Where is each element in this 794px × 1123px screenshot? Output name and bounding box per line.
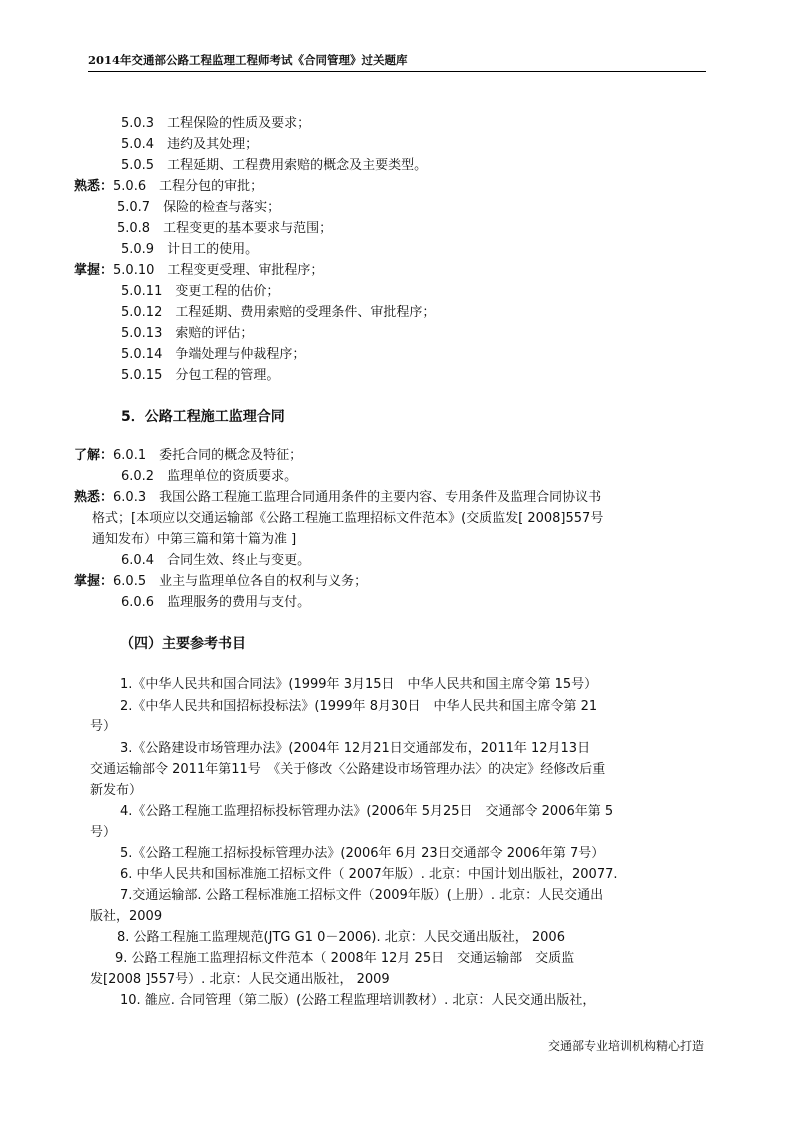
- list-item: 熟悉：5.0.6 工程分包的审批；: [74, 179, 264, 194]
- list-item: 5.0.12 工程延期、费用索赔的受理条件、审批程序；: [121, 305, 436, 320]
- list-item: 通知发布）中第三篇和第十篇为准 ]: [92, 532, 297, 547]
- reference-item: 发[2008 ]557号）. 北京：人民交通出版社， 2009: [90, 972, 390, 987]
- list-item: 5.0.8 工程变更的基本要求与范围；: [117, 221, 333, 236]
- reference-item: 4.《公路工程施工监理招标投标管理办法》(2006年 5月25日 交通部令 2006年第 5: [120, 804, 614, 819]
- reference-item: 10. 雒应. 合同管理（第二版）(公路工程监理培训教材）. 北京：人民交通出版社，: [120, 993, 596, 1008]
- reference-item: 6. 中华人民共和国标准施工招标文件（ 2007年版）. 北京：中国计划出版社，20077.: [120, 867, 618, 882]
- list-item: 5.0.4 违约及其处理；: [121, 137, 259, 152]
- section-heading: （四）主要参考书目: [120, 636, 246, 652]
- page-footer: 交通部专业培训机构精心打造: [547, 1039, 704, 1053]
- reference-item: 9. 公路工程施工监理招标文件范本（ 2008年 12月 25日 交通运输部 交质监: [115, 951, 575, 966]
- list-item: 5.0.11 变更工程的估价；: [121, 284, 280, 299]
- reference-item: 7.交通运输部. 公路工程标准施工招标文件（2009年版）(上册）. 北京：人民交通出: [120, 888, 604, 903]
- list-item: 格式；[本项应以交通运输部《公路工程施工监理招标文件范本》(交质监发[ 2008]557号: [92, 511, 604, 526]
- list-item: 5.0.5 工程延期、工程费用索赔的概念及主要类型。: [121, 158, 428, 173]
- reference-item: 交通运输部令 2011年第11号 《关于修改〈公路建设市场管理办法〉的决定》经修改后重: [90, 762, 606, 777]
- list-item: 6.0.2 监理单位的资质要求。: [121, 469, 298, 484]
- list-item: 掌握：6.0.5 业主与监理单位各自的权利与义务；: [74, 574, 368, 589]
- list-item: 5.0.15 分包工程的管理。: [121, 368, 280, 383]
- list-item: 6.0.4 合同生效、终止与变更。: [121, 553, 311, 568]
- list-item: 5.0.13 索赔的评估；: [121, 326, 254, 341]
- list-item: 掌握：5.0.10 工程变更受理、审批程序；: [74, 263, 324, 278]
- reference-item: 1.《中华人民共和国合同法》(1999年 3月15日 中华人民共和国主席令第 15号）: [120, 677, 598, 692]
- list-item: 6.0.6 监理服务的费用与支付。: [121, 595, 311, 610]
- reference-item: 2.《中华人民共和国招标投标法》(1999年 8月30日 中华人民共和国主席令第 21: [120, 699, 598, 714]
- section-heading: 5．公路工程施工监理合同: [121, 409, 285, 425]
- reference-item: 号）: [90, 825, 117, 840]
- reference-item: 新发布）: [90, 783, 143, 798]
- list-item: 5.0.14 争端处理与仲裁程序；: [121, 347, 306, 362]
- reference-item: 号）: [90, 719, 117, 734]
- list-item: 熟悉：6.0.3 我国公路工程施工监理合同通用条件的主要内容、专用条件及监理合同协议书: [74, 490, 602, 505]
- reference-item: 5.《公路工程施工招标投标管理办法》(2006年 6月 23日交通部令 2006年第 7号）: [120, 846, 605, 861]
- reference-item: 8. 公路工程施工监理规范(JTG G1 0－2006). 北京：人民交通出版社， 2006: [117, 930, 565, 945]
- reference-item: 版社，2009: [90, 909, 163, 924]
- list-item: 了解：6.0.1 委托合同的概念及特征；: [74, 448, 303, 463]
- list-item: 5.0.7 保险的检查与落实；: [117, 200, 281, 215]
- list-item: 5.0.9 计日工的使用。: [121, 242, 259, 257]
- reference-item: 3.《公路建设市场管理办法》(2004年 12月21日交通部发布，2011年 12月13日: [120, 741, 591, 756]
- list-item: 5.0.3 工程保险的性质及要求；: [121, 116, 311, 131]
- page-header: 2014年交通部公路工程监理工程师考试《合同管理》过关题库: [88, 52, 706, 72]
